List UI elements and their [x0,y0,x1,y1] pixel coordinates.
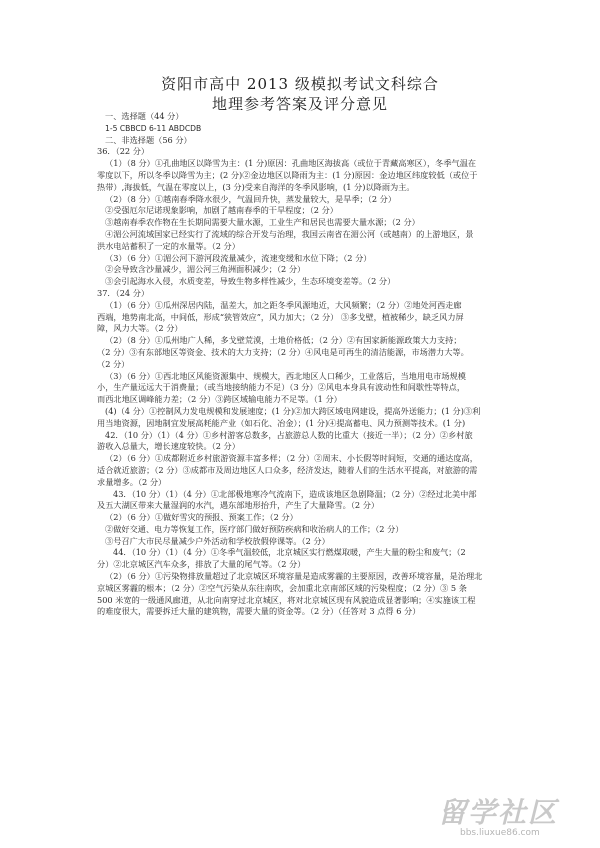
text-line: （2 分） [97,358,130,369]
watermark-url: bbs.liuxue86.com [460,828,540,838]
text-line: 适合就近旅游；（2 分）③成都市及周边地区人口众多，经济发达，随着人们的生活水平提高，对旅游的需 [97,464,478,475]
text-line: ②做好交通、电力等恢复工作，医疗部门做好预防疾病和收治病人的工作；（2 分） [105,523,404,534]
text-line: 一、选择题（44 分） [105,111,184,121]
text-line: 而西北地区调峰能力差；（2 分）③跨区域输电能力不足等。（1 分） [97,394,342,405]
document-title: 资阳市高中 2013 级模拟考试文科综合 [161,75,439,93]
text-line: 用当地资源，因地制宜发展高耗能产业（如石化、冶金）；(1 分)④提高蓄电、风力预测等技术。(1 分) [97,417,466,428]
text-line: 44．（10 分）（1）（4 分）①冬季气温较低，北京城区实行燃煤取暖，产生大量的粉尘和废气；（2 [113,547,466,558]
text-line: （1）（8 分）①孔曲地区以降雪为主：(1 分)原因：孔曲地区海拔高（或位于青藏高寒区），冬季气温在 [105,158,477,169]
text-line: 求量增多。（2 分） [97,476,167,487]
text-line: ②受强厄尔尼诺现象影响，加剧了越南春季的干旱程度；（2 分） [105,205,338,216]
watermark-logo-graphic [438,794,578,828]
text-line: （3）（6 分）①西北地区风能资源集中、规模大，西北地区人口稀少，工业落后，当地用电市场规模 [105,370,466,381]
text-line: ③越南春季农作物在生长期间需要大量水源，工业生产和居民也需要大量水源；（2 分） [105,217,420,228]
text-line: （2）（6 分）①成都附近乡村旅游资源丰富多样；（2 分）②周末、小长假等时间短，交通的通达度高， [105,453,478,464]
text-line: 36．（22 分） [97,146,150,157]
document-subtitle: 地理参考答案及评分意见 [211,95,388,113]
text-line: （2）（6 分）①污染物排放量超过了北京城区环境容量是造成雾霾的主要原因，改善环境容量，是治理北 [105,571,483,582]
text-line: 热带）,海拔低，气温在零度以上，(3 分)受来自海洋的冬季风影响，(1 分)以降雨为主。 [97,181,415,192]
text-line: （3）（6 分）①湄公河下游河段流量减少，流速变缓和水位下降；（2 分） [105,252,372,263]
text-line: 西端，地势南北高，中间低，形成“狭管效应”，风力加大；（2 分） ③多戈壁，植被稀少，缺乏风力屏 [97,311,464,322]
text-line: (4)（4 分）①控制风力发电规模和发展速度；(1 分)②加大跨区域电网建设，提高外送能力；(1 分)③利 [105,405,481,416]
text-line: （2）（8 分）①瓜州地广人稀，多戈壁荒漠，土地价格低；（2 分）②有国家新能源政策大力支持； [105,335,462,346]
text-line: 42．（10 分）（1）（4 分）①乡村游客总数多，占旅游总人数的比重大（接近一半）；（2 分）②乡村旅 [105,429,473,440]
text-line: 及五大湖区带来大量湿润的水汽，遇东部地形抬升，产生了大量降雪。（2 分） [97,500,380,511]
watermark-logo-lettering: 留学社区 [438,796,559,828]
text-line: （2）（6 分）①做好雪灾的预报、预案工作；（2 分） [105,512,298,523]
text-line: 43．（10 分）（1）（4 分）①北部极地寒冷气流南下，造成该地区急剧降温；（2 分）②经过北美中部 [113,488,477,499]
text-line: ④湄公河流域国家已经实行了流域的综合开发与治理，我国云南省在湄公河（或越南）的上游地区，景 [105,228,474,239]
text-line: 小，生产量远远大于消费量；（或当地接纳能力不足）（3 分）②风电本身具有波动性和间歇性等特点， [97,382,466,393]
watermark [430,794,580,840]
text-line: 37．（24 分） [97,287,150,298]
text-line: 京城区雾霾的根本；（2 分）②空气污染从东往南吹，会加重北京南部区域的污染程度；（2 分）③ 5 条 [97,582,467,593]
text-line: 分）②北京城区汽车众多，排放了大量的尾气等。（2 分） [97,559,306,570]
text-line: 1-5 CBBCD 6-11 ABDCDB [105,123,202,133]
text-line: 二、非选择题（56 分） [105,134,192,145]
text-line: ③会引起海水入侵，水质变差，导致生物多样性减少，生态环境变差等。（2 分） [105,276,396,287]
text-line: 500 米宽的一级通风廊道，从北向南穿过北京城区，将对北京城区现有风貌造成显著影响；④实施该工程 [97,594,476,605]
text-line: （1）（6 分）①瓜州深居内陆，温差大，加之距冬季风源地近，大风频繁；（2 分）②地处河西走廊 [105,299,462,310]
text-line: ②会导致含沙量减少，湄公河三角洲面积减少；（2 分） [105,264,306,275]
answer-body [97,111,509,618]
text-line: （2）（8 分）①越南春季降水很少，气温回升快，蒸发量较大，是旱季；（2 分） [105,193,397,204]
text-line: （2 分）③有东部地区等资金、技术的大力支持；（2 分）④风电是可再生的清洁能源，市场潜力大等。 [97,346,469,357]
text-line: 游收入总量大，增长速度较快。（2 分） [97,441,240,452]
text-line: 障，风力大等。（2 分） [97,323,183,334]
text-line: ③号召广大市民尽量减少户外活动和学校放假停课等。（2 分） [105,535,330,546]
text-line: 零度以下，所以冬季以降雪为主；(2 分)②金边地区以降雨为主：(1 分)原因：金边地区纬度较低（或位于 [97,169,478,180]
text-line: 的难度很大，需要拆迁大量的建筑物，需要大量的资金等。（2 分）（任答对 3 点得 6 分） [97,606,421,617]
text-line: 洪水电站蓄积了一定的水量等。（2 分） [97,240,240,251]
